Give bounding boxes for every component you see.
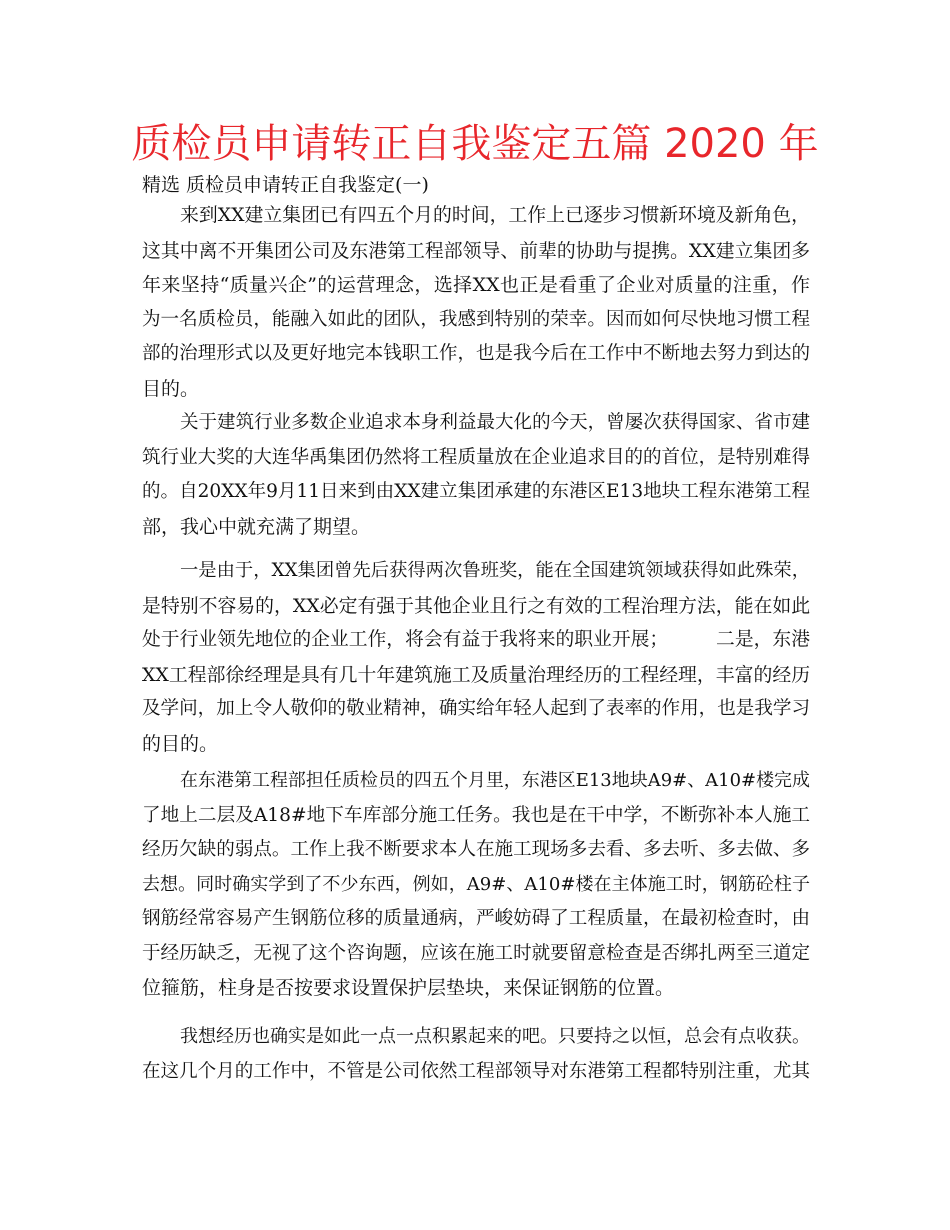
paragraph-line: 在这几个月的工作中，不管是公司依然工程部领导对东港第工程都特别注重，尤其 xyxy=(142,1060,810,1082)
paragraph-line: 的目的。 xyxy=(142,732,219,755)
paragraph-4 xyxy=(142,764,810,1006)
paragraph-line: 来到XX建立集团已有四五个月的时间，工作上已逐步习惯新环境及新角色， xyxy=(180,205,810,226)
paragraph-line: 在东港第工程部担任质检员的四五个月里，东港区E13地块A9#、A10#楼完成 xyxy=(180,770,810,791)
paragraph-line: 及学问，加上令人敬仰的敬业精神，确实给年轻人起到了表率的作用，也是我学习 xyxy=(142,698,810,719)
paragraph-line: 部，我心中就充满了期望。 xyxy=(142,515,371,538)
paragraph-line: 去想。同时确实学到了不少东西，例如，A9#、A10#楼在主体施工时，钢筋砼柱子 xyxy=(142,873,810,895)
paragraph-line: 钢筋经常容易产生钢筋位移的质量通病，严峻妨碍了工程质量，在最初检查时，由 xyxy=(142,908,810,929)
paragraph-line: 这其中离不开集团公司及东港第工程部领导、前辈的协助与提携。XX建立集团多 xyxy=(142,239,811,262)
paragraph-line: 筑行业大奖的大连华禹集团仍然将工程质量放在企业追求目的的首位，是特别难得 xyxy=(142,446,810,468)
paragraph-line: 于经历缺乏，无视了这个咨询题，应该在施工时就要留意检查是否绑扎两至三道定 xyxy=(142,942,810,964)
paragraph-5 xyxy=(142,1020,810,1089)
paragraph-line: 目的。 xyxy=(142,377,200,400)
paragraph-line: 为一名质检员，能融入如此的团队，我感到特别的荣幸。因而如何尽快地习惯工程 xyxy=(142,308,810,330)
document-subtitle: 精选 质检员申请转正自我鉴定(一) xyxy=(142,174,429,196)
document-title: 质检员申请转正自我鉴定五篇 2020 年 xyxy=(131,121,819,167)
paragraph-line: 是特别不容易的，XX必定有强于其他企业且行之有效的工程治理方法，能在如此 xyxy=(142,594,811,617)
paragraph-line: 处于行业领先地位的企业工作，将会有益于我将来的职业开展； 二是，东港 xyxy=(142,629,810,650)
paragraph-line: 的。自20XX年9月11日来到由XX建立集团承建的东港区E13地块工程东港第工程 xyxy=(142,481,810,502)
paragraph-2 xyxy=(142,406,810,544)
paragraph-line: 年来坚持“质量兴企”的运营理念，选择XX也正是看重了企业对质量的注重，作 xyxy=(142,274,810,296)
paragraph-3 xyxy=(142,554,810,761)
paragraph-line: 我想经历也确实是如此一点一点积累起来的吧。只要持之以恒，总会有点收获。 xyxy=(180,1026,810,1047)
paragraph-1 xyxy=(142,199,810,406)
paragraph-line: XX工程部徐经理是具有几十年建筑施工及质量治理经历的工程经理，丰富的经历 xyxy=(142,663,811,686)
paragraph-line: 部的治理形式以及更好地完本钱职工作，也是我今后在工作中不断地去努力到达的 xyxy=(142,343,810,364)
paragraph-line: 位箍筋，柱身是否按要求设置保护层垫块，来保证钢筋的位置。 xyxy=(142,977,675,999)
paragraph-line: 关于建筑行业多数企业追求本身利益最大化的今天，曾屡次获得国家、省市建 xyxy=(180,412,810,433)
paragraph-line: 一是由于，XX集团曾先后获得两次鲁班奖，能在全国建筑领域获得如此殊荣， xyxy=(180,560,810,581)
paragraph-line: 了地上二层及A18#地下车库部分施工任务。我也是在干中学，不断弥补本人施工 xyxy=(142,804,810,826)
paragraph-line: 经历欠缺的弱点。工作上我不断要求本人在施工现场多去看、多去听、多去做、多 xyxy=(142,839,810,860)
